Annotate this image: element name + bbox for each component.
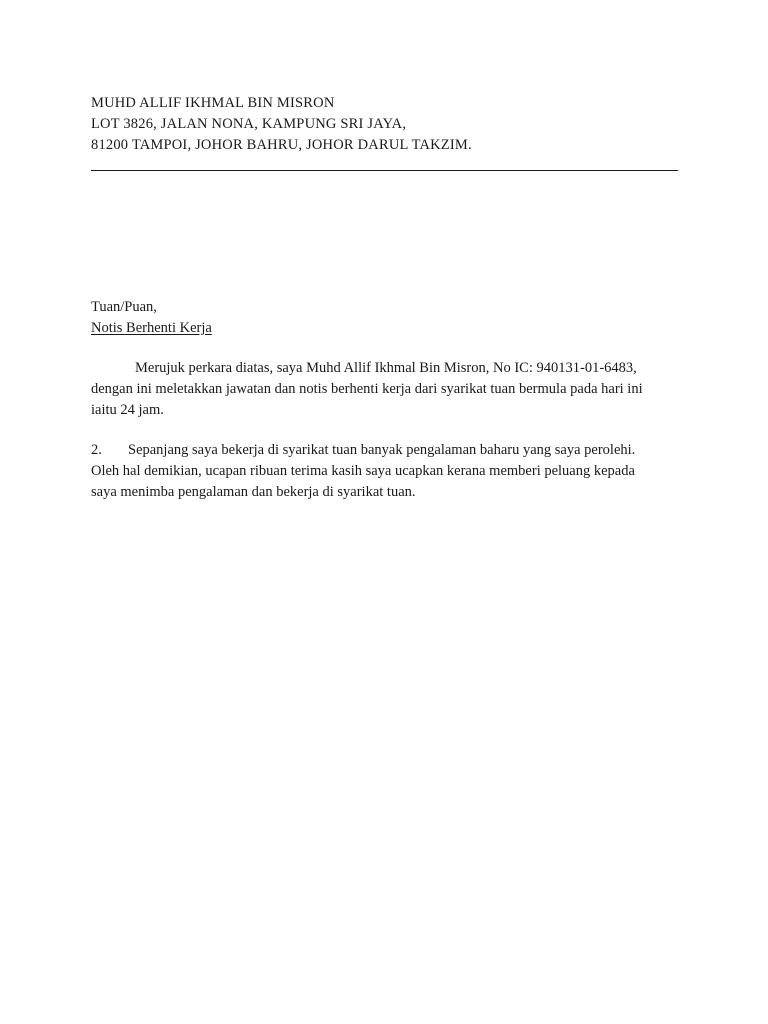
paragraph-1-line-1: Merujuk perkara diatas, saya Muhd Allif Ikhmal Bin Misron, No IC: 940131-01-6483, bbox=[135, 360, 637, 376]
paragraph-2-line-2: Oleh hal demikian, ucapan ribuan terima kasih saya ucapkan kerana memberi peluang kepada bbox=[91, 463, 635, 479]
sender-block bbox=[91, 93, 691, 156]
paragraph-2-line-3: saya menimba pengalaman dan bekerja di syarikat tuan. bbox=[91, 484, 416, 500]
paragraph-1 bbox=[91, 358, 681, 421]
paragraph-2 bbox=[91, 440, 681, 503]
paragraph-2-line-1 bbox=[91, 440, 681, 461]
paragraph-number: 2. bbox=[91, 442, 102, 458]
header-divider bbox=[91, 170, 678, 171]
paragraph-1-line-3: iaitu 24 jam. bbox=[91, 402, 164, 418]
paragraph-1-line-2: dengan ini meletakkan jawatan dan notis berhenti kerja dari syarikat tuan bermula pada hari ini bbox=[91, 381, 643, 397]
letter-subject: Notis Berhenti Kerja bbox=[91, 320, 212, 336]
sender-address-line-2: 81200 TAMPOI, JOHOR BAHRU, JOHOR DARUL TAKZIM. bbox=[91, 137, 472, 153]
sender-address-line-1: LOT 3826, JALAN NONA, KAMPUNG SRI JAYA, bbox=[91, 116, 407, 132]
salutation: Tuan/Puan, bbox=[91, 299, 157, 315]
paragraph-2-line-1-text: Sepanjang saya bekerja di syarikat tuan banyak pengalaman baharu yang saya perolehi. bbox=[128, 442, 636, 458]
sender-name: MUHD ALLIF IKHMAL BIN MISRON bbox=[91, 95, 335, 111]
